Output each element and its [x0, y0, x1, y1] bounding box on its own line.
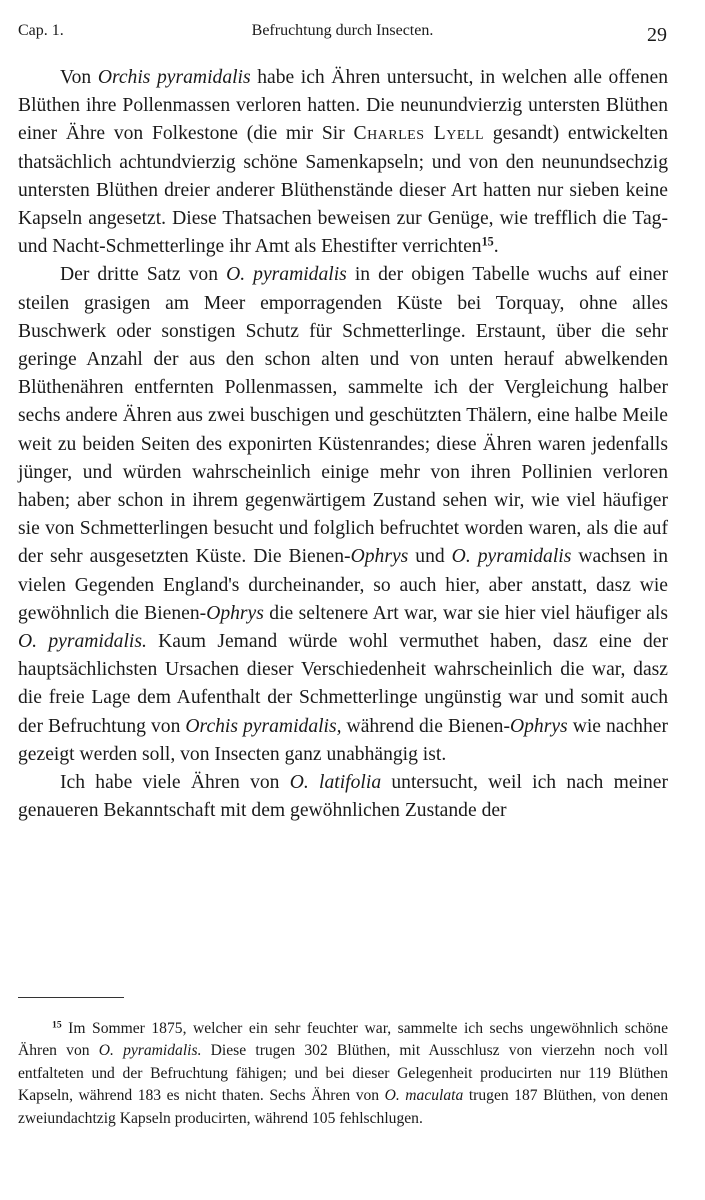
footnote-divider: [18, 997, 124, 998]
text-run: wie nachher gezeigt werden soll, von Insecten ganz unabhängig ist.: [18, 715, 669, 765]
italic-term: O. pyramidalis: [226, 264, 347, 286]
text-run: Von: [60, 67, 98, 88]
text-run: trugen 187 Blüthen, von denen zweiundachtzig Kapseln producirten, während 105 fehlschlugen.: [18, 1087, 669, 1127]
text-run: die seltenere Art war, war sie hier viel häufiger als: [263, 602, 668, 624]
footnote-15: [18, 1018, 668, 1130]
paragraph-1: [18, 64, 668, 261]
text-run: Kaum Jemand würde wohl vermuthet haben, dasz eine der hauptsächlichsten Ursachen dieser Verschiedenheit wahrscheinlich die war, dasz die freie Lage dem Aufenthalt der Schmetterlinge ungünstig war und somit auch der Befruchtung von: [18, 631, 668, 737]
italic-term: Ophrys: [206, 602, 264, 624]
italic-term: O. latifolia: [289, 772, 382, 794]
text-run: .: [493, 236, 499, 258]
text-run: untersucht, weil ich nach meiner genaueren Bekanntschaft mit dem gewöhnlichen Zustande der: [18, 772, 668, 822]
paragraph-2: [18, 261, 668, 769]
text-run: Ich habe viele Ähren von: [60, 772, 290, 794]
main-text: [18, 64, 668, 825]
running-header: [18, 16, 667, 46]
footnote: [18, 1018, 668, 1130]
italic-term: Ophrys: [350, 546, 409, 568]
text-run: habe ich Ähren untersucht, in welchen alle offenen Blüthen ihre Pollenmassen verloren hatten. Die neunundvierzig untersten Blüthen einer Ähre von Folkestone (die mir Sir: [18, 67, 668, 145]
running-title: Befruchtung durch Insecten.: [251, 22, 434, 39]
italic-term: O. maculata: [384, 1087, 464, 1105]
person-name: Charles Lyell: [353, 123, 485, 145]
italic-term: Ophrys: [509, 715, 568, 737]
footnote-marker: 15: [481, 234, 494, 249]
italic-term: Orchis pyramidalis,: [185, 715, 342, 737]
italic-term: Orchis pyramidalis: [97, 67, 251, 88]
text-run: wachsen in vielen Gegenden England's durcheinander, so auch hier, aber anstatt, dasz wie gewöhnlich die Bienen-: [18, 546, 669, 624]
text-run: in der obigen Tabelle wuchs auf einer steilen grasigen am Meer emporragenden Küste bei Torquay, ohne alles Buschwerk oder sonstigen Schutz für Schmetterlinge. Erstaunt, über die sehr geringe Anzahl der aus den schon alten und von unten herauf abwelkenden Blüthenähren entfernten Pollenmassen, sammelte ich der Vergleichung halber sechs andere Ähren aus zwei buschigen und geschützten Thälern, eine halbe Meile weit zu beiden Seiten des exponirten Küstenrandes; diese Ähren waren jedenfalls jünger, und würden wahrscheinlich einige mehr von ihren Pollinien verloren haben; aber schon in ihrem gegenwärtigem Zustand sehen wir, wie viel häufiger sie von Schmetterlingen besucht und folglich befruchtet worden waren, als die auf der sehr ausgesetzten Küste. Die Bienen-: [18, 264, 668, 568]
italic-term: O. pyramidalis.: [98, 1042, 202, 1060]
italic-term: O. pyramidalis: [451, 546, 572, 568]
text-run: gesandt) entwickelten thatsächlich achtundvierzig schöne Samenkapseln; und von den neunundsechzig untersten Blüthen dreier anderer Blüthenstände dieser Art hatten nur sieben keine Kapseln angesetzt. Diese Thatsachen beweisen zur Genüge, wie trefflich die Tag- und Nacht-Schmetterlinge ihr Amt als Ehestifter verrichten: [18, 123, 668, 258]
text-run: Diese trugen 302 Blüthen, mit Ausschlusz von vierzehn noch voll entfalteten und der Befruchtung fähigen; und bei dieser Gelegenheit producirten nur 119 Blüthen Kapseln, während 183 es nicht thaten. Sechs Ähren von: [18, 1042, 668, 1105]
italic-term: O. pyramidalis.: [18, 631, 147, 653]
text-run: und: [408, 546, 452, 568]
paragraph-3: [18, 769, 668, 825]
footnote-marker: 15: [52, 1019, 62, 1031]
text-run: Im Sommer 1875, welcher ein sehr feuchter war, sammelte ich sechs ungewöhnlich schöne Ähren von: [18, 1020, 668, 1060]
text-run: während die Bienen-: [341, 715, 510, 737]
page-number: 29: [647, 24, 667, 46]
chapter-label: Cap. 1.: [18, 22, 64, 39]
text-run: Der dritte Satz von: [60, 264, 227, 286]
